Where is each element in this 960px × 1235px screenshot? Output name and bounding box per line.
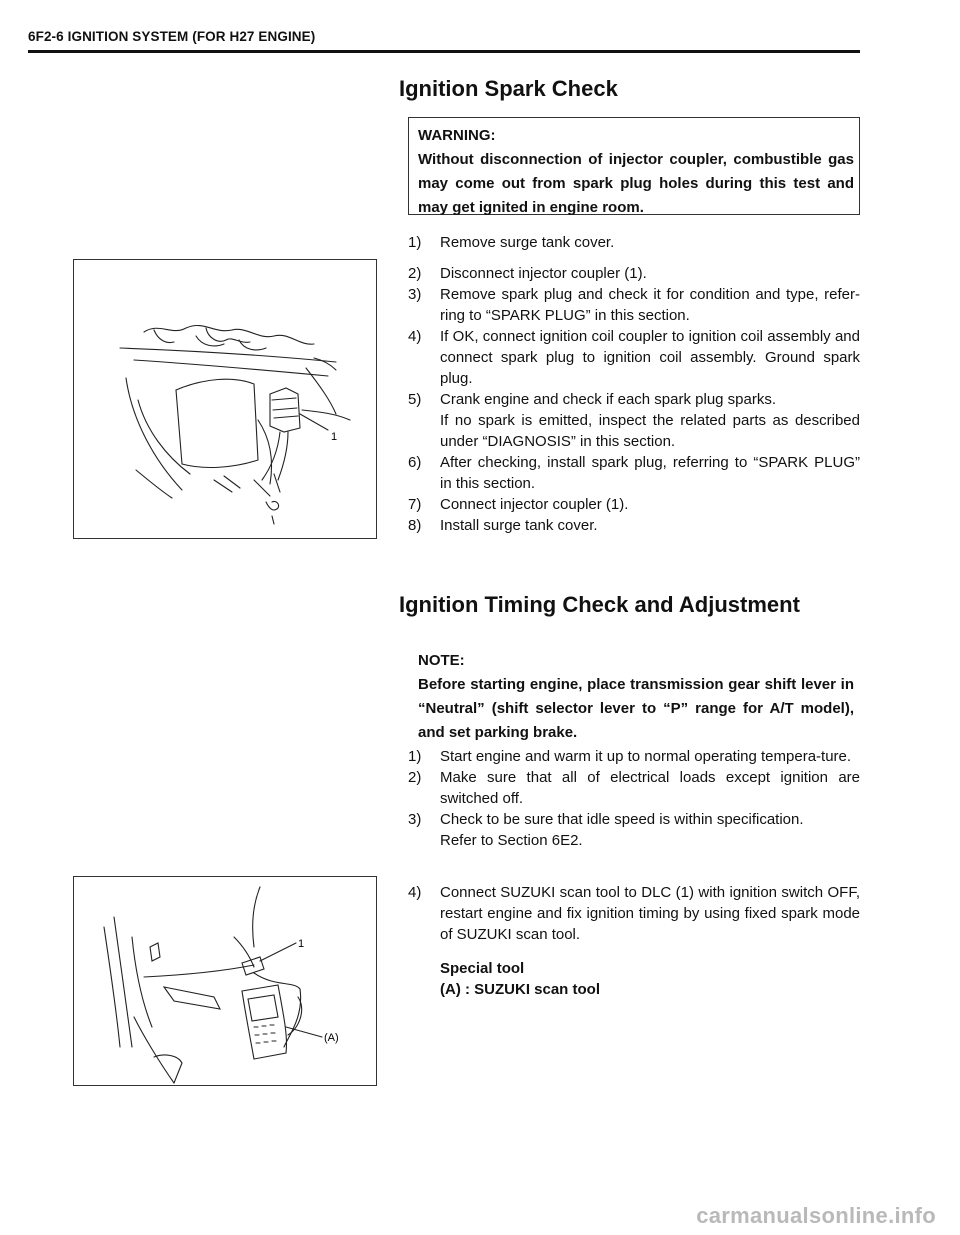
- list-item: 4) If OK, connect ignition coil coupler to ignition coil assembly and connect spark plug to ignition coil assembly. Ground spark plug.: [408, 328, 860, 387]
- warning-text: Without disconnection of injector coupler, combustible gas may come out from spark plug holes during this test and may get ignited in engine room.: [418, 151, 854, 216]
- special-tool-item: (A) : SUZUKI scan tool: [440, 981, 600, 998]
- figure-label-a: (A): [324, 1032, 339, 1044]
- engine-illustration: [74, 260, 376, 538]
- note-title: NOTE:: [418, 652, 465, 669]
- special-tool-title: Special tool: [440, 960, 525, 977]
- list-item: 3) Check to be sure that idle speed is within specification. Refer to Section 6E2.: [408, 811, 804, 849]
- section-heading-spark-check: Ignition Spark Check: [399, 76, 618, 101]
- figure-label-1: 1: [298, 938, 305, 950]
- section-heading-timing-check: Ignition Timing Check and Adjustment: [399, 592, 800, 617]
- timing-steps-list-2: [408, 882, 860, 945]
- special-tool-block: [440, 958, 600, 1000]
- spark-steps-list: [408, 263, 860, 536]
- scan-tool-illustration: [74, 877, 376, 1085]
- list-item: 4) Connect SUZUKI scan tool to DLC (1) with ignition switch OFF, restart engine and fix ignition timing by using fixed spark mode of SUZUKI scan tool.: [408, 884, 860, 943]
- figure-label-1: 1: [331, 431, 338, 443]
- watermark-text: carmanualsonline.info: [696, 1203, 936, 1228]
- list-item: 1) Remove surge tank cover.: [408, 234, 615, 251]
- page-header-title: 6F2-6 IGNITION SYSTEM (FOR H27 ENGINE): [28, 29, 316, 44]
- header-rule: [28, 50, 860, 53]
- list-item: 3) Remove spark plug and check it for condition and type, refer-ring to “SPARK PLUG” in this section.: [408, 286, 860, 324]
- note-text: Before starting engine, place transmission gear shift lever in “Neutral” (shift selector lever to “P” range for A/T model), and set parking brake.: [418, 676, 854, 741]
- list-item: 1) Start engine and warm it up to normal operating tempera-ture.: [408, 748, 852, 765]
- list-item: 6) After checking, install spark plug, referring to “SPARK PLUG” in this section.: [408, 454, 860, 492]
- warning-title: WARNING:: [418, 127, 496, 144]
- list-item: 8) Install surge tank cover.: [408, 517, 598, 534]
- timing-steps-list: [408, 746, 860, 851]
- scan-tool-figure: [73, 876, 377, 1086]
- injector-coupler-figure: [73, 259, 377, 539]
- list-item: 7) Connect injector coupler (1).: [408, 496, 629, 513]
- list-item: 5) Crank engine and check if each spark plug sparks. If no spark is emitted, inspect the related parts as described under “DIAGNOSIS” in this section.: [408, 391, 860, 450]
- list-item: 2) Make sure that all of electrical loads except ignition are switched off.: [408, 769, 860, 807]
- list-item: 2) Disconnect injector coupler (1).: [408, 265, 647, 282]
- spark-steps-intro: [408, 232, 860, 253]
